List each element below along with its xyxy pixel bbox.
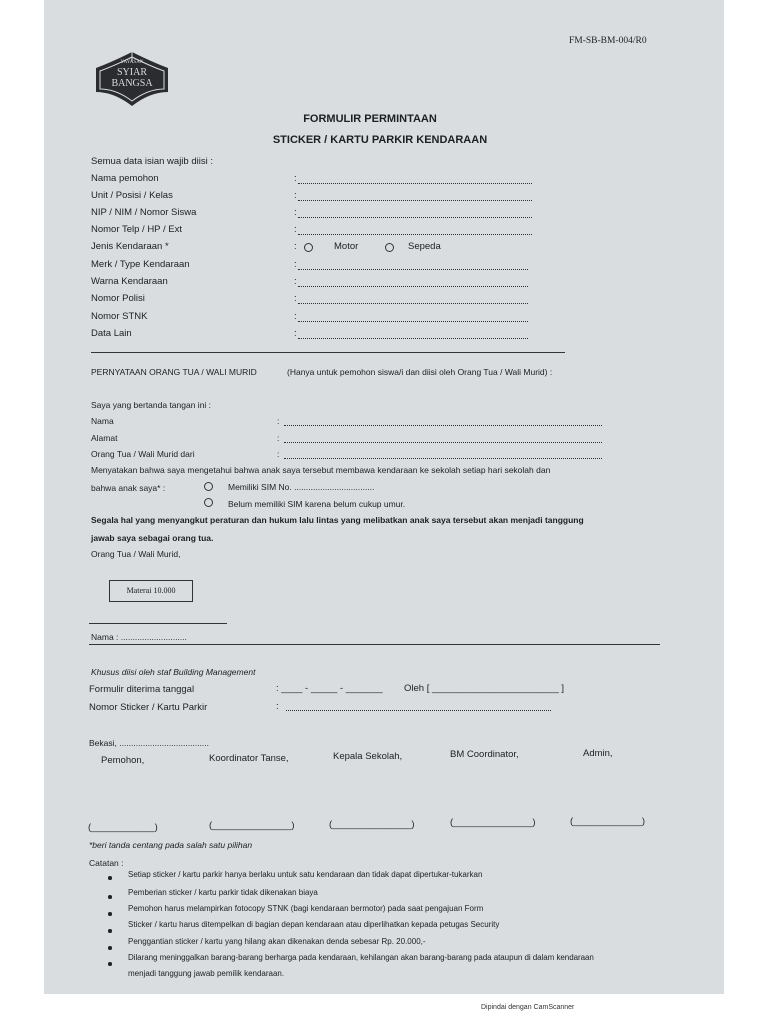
- signature-blank-pemohon: (____________): [88, 822, 158, 833]
- catatan-title: Catatan :: [89, 858, 124, 868]
- parent-alamat-field[interactable]: [284, 442, 602, 443]
- field-label-polisi: Nomor Polisi: [91, 293, 145, 304]
- data-lain-field[interactable]: [298, 338, 528, 339]
- materai-stamp-box: [109, 580, 193, 602]
- parent-nama-label: Nama: [91, 416, 114, 426]
- signed-by-text: Saya yang bertanda tangan ini :: [91, 400, 212, 410]
- signature-blank-admin: (_____________): [570, 816, 646, 827]
- option-motor-label: Motor: [334, 241, 359, 252]
- diterima-date-field[interactable]: : ____ - _____ - _______: [276, 683, 383, 694]
- signature-line: [89, 623, 227, 624]
- nomor-sticker-label: Nomor Sticker / Kartu Parkir: [89, 702, 208, 713]
- field-label-nip: NIP / NIM / Nomor Siswa: [91, 207, 197, 218]
- logo-text-line2: BANGSA: [111, 78, 153, 89]
- field-label-nama-pemohon: Nama pemohon: [91, 173, 159, 184]
- statement-text-line2: bahwa anak saya* :: [91, 483, 166, 493]
- field-label-unit: Unit / Posisi / Kelas: [91, 190, 173, 201]
- option-no-sim-label: Belum memiliki SIM karena belum cukup umur.: [228, 499, 406, 509]
- statement-text-line1: Menyatakan bahwa saya mengetahui bahwa anak saya tersebut membawa kendaraan ke sekolah setiap hari sekolah dan: [91, 465, 551, 475]
- wali-signature-label: Orang Tua / Wali Murid,: [91, 549, 181, 559]
- statement-heading: PERNYATAAN ORANG TUA / WALI MURID: [91, 367, 257, 377]
- nomor-sticker-field[interactable]: [286, 710, 551, 711]
- polisi-field[interactable]: [298, 303, 528, 304]
- materai-label: Materai 10.000: [126, 586, 176, 595]
- form-title-line1: FORMULIR PERMINTAAN: [303, 113, 437, 125]
- field-colon: :: [294, 293, 297, 304]
- catatan-item-2: Pemberian sticker / kartu parkir tidak dikenakan biaya: [128, 888, 318, 897]
- parent-nama-field[interactable]: [284, 425, 602, 426]
- sign-pemohon: Pemohon,: [101, 755, 145, 766]
- bullet-icon: [108, 929, 112, 933]
- option-sepeda-label: Sepeda: [408, 241, 441, 252]
- field-colon: :: [294, 276, 297, 287]
- field-colon: :: [277, 416, 280, 426]
- catatan-item-1: Setiap sticker / kartu parkir hanya berlaku untuk satu kendaraan dan tidak dapat dipertukar-tukarkan: [128, 870, 483, 879]
- field-label-stnk: Nomor STNK: [91, 311, 148, 322]
- responsibility-text-line2: jawab saya sebagai orang tua.: [91, 533, 214, 543]
- field-colon: :: [277, 449, 280, 459]
- merk-field[interactable]: [298, 269, 528, 270]
- section-divider: [91, 352, 565, 353]
- footnote: *beri tanda centang pada salah satu pilihan: [89, 840, 253, 850]
- radio-sepeda[interactable]: [385, 243, 394, 252]
- field-colon: :: [294, 259, 297, 270]
- scanner-credit: Dipindai dengan CamScanner: [481, 1004, 575, 1011]
- logo-text-top: YAYASAN: [120, 60, 144, 65]
- field-label-jenis: Jenis Kendaraan *: [91, 241, 169, 252]
- sign-kepala-sekolah: Kepala Sekolah,: [333, 751, 403, 762]
- intro-text: Semua data isian wajib diisi :: [91, 156, 213, 167]
- section-divider: [89, 644, 660, 645]
- field-colon: :: [277, 433, 280, 443]
- field-colon: :: [294, 173, 297, 184]
- field-colon: :: [294, 190, 297, 201]
- option-has-sim-label: Memiliki SIM No. ..................................: [228, 482, 375, 492]
- yayasan-logo: [92, 48, 172, 110]
- stnk-field[interactable]: [298, 321, 528, 322]
- catatan-item-6: Dilarang meninggalkan barang-barang berharga pada kendaraan, kehilangan akan barang-barang pada ataupun di dalam kendaraan: [128, 953, 594, 962]
- bullet-icon: [108, 912, 112, 916]
- nama-pemohon-field[interactable]: [298, 183, 532, 184]
- field-colon: :: [294, 311, 297, 322]
- logo-text-line1: SYIAR: [116, 67, 147, 78]
- signature-blank-kepsek: (_______________): [329, 819, 415, 830]
- field-colon: :: [294, 241, 297, 252]
- oleh-field[interactable]: Oleh [ ________________________ ]: [404, 683, 565, 694]
- field-label-warna: Warna Kendaraan: [91, 276, 168, 287]
- field-colon: :: [294, 328, 297, 339]
- catatan-item-4: Sticker / kartu harus ditempelkan di bagian depan kendaraan atau diperlihatkan kepada petugas Security: [128, 920, 500, 929]
- catatan-item-6-cont: menjadi tanggung jawab pemilik kendaraan.: [128, 969, 285, 978]
- catatan-item-5: Penggantian sticker / kartu yang hilang akan dikenakan denda sebesar Rp. 20.000,-: [128, 937, 426, 946]
- field-colon: :: [276, 701, 279, 712]
- parent-name-sign: Nama : ............................: [91, 632, 187, 642]
- signature-blank-koordinator: (_______________): [209, 820, 295, 831]
- telp-field[interactable]: [298, 234, 532, 235]
- bullet-icon: [108, 876, 112, 880]
- radio-no-sim[interactable]: [204, 498, 213, 507]
- field-colon: :: [294, 224, 297, 235]
- field-label-data-lain: Data Lain: [91, 328, 132, 339]
- signature-blank-bm: (_______________): [450, 817, 536, 828]
- responsibility-text-line1: Segala hal yang menyangkut peraturan dan hukum lalu lintas yang melibatkan anak saya tersebut akan menjadi tanggung: [91, 515, 584, 525]
- bekasi-date: Bekasi, ......................................: [89, 738, 209, 748]
- wali-dari-field[interactable]: [284, 458, 602, 459]
- radio-motor[interactable]: [304, 243, 313, 252]
- bm-heading: Khusus diisi oleh staf Building Management: [91, 667, 256, 677]
- bullet-icon: [108, 946, 112, 950]
- radio-has-sim[interactable]: [204, 482, 213, 491]
- document-code: FM-SB-BM-004/R0: [569, 36, 647, 46]
- parent-alamat-label: Alamat: [91, 433, 118, 443]
- nip-field[interactable]: [298, 217, 532, 218]
- field-label-telp: Nomor Telp / HP / Ext: [91, 224, 182, 235]
- bullet-icon: [108, 895, 112, 899]
- field-label-merk: Merk / Type Kendaraan: [91, 259, 190, 270]
- sign-koordinator: Koordinator Tanse,: [209, 753, 289, 764]
- field-colon: :: [294, 207, 297, 218]
- warna-field[interactable]: [298, 286, 528, 287]
- form-title-line2: STICKER / KARTU PARKIR KENDARAAN: [272, 134, 488, 146]
- unit-field[interactable]: [298, 200, 532, 201]
- wali-dari-label: Orang Tua / Wali Murid dari: [91, 449, 195, 459]
- bullet-icon: [108, 962, 112, 966]
- sign-bm-coordinator: BM Coordinator,: [450, 749, 519, 760]
- statement-note: (Hanya untuk pemohon siswa/i dan diisi oleh Orang Tua / Wali Murid) :: [287, 367, 553, 377]
- catatan-item-3: Pemohon harus melampirkan fotocopy STNK (bagi kendaraan bermotor) pada saat pengajuan Form: [128, 904, 484, 913]
- sign-admin: Admin,: [583, 748, 613, 759]
- diterima-label: Formulir diterima tanggal: [89, 684, 195, 695]
